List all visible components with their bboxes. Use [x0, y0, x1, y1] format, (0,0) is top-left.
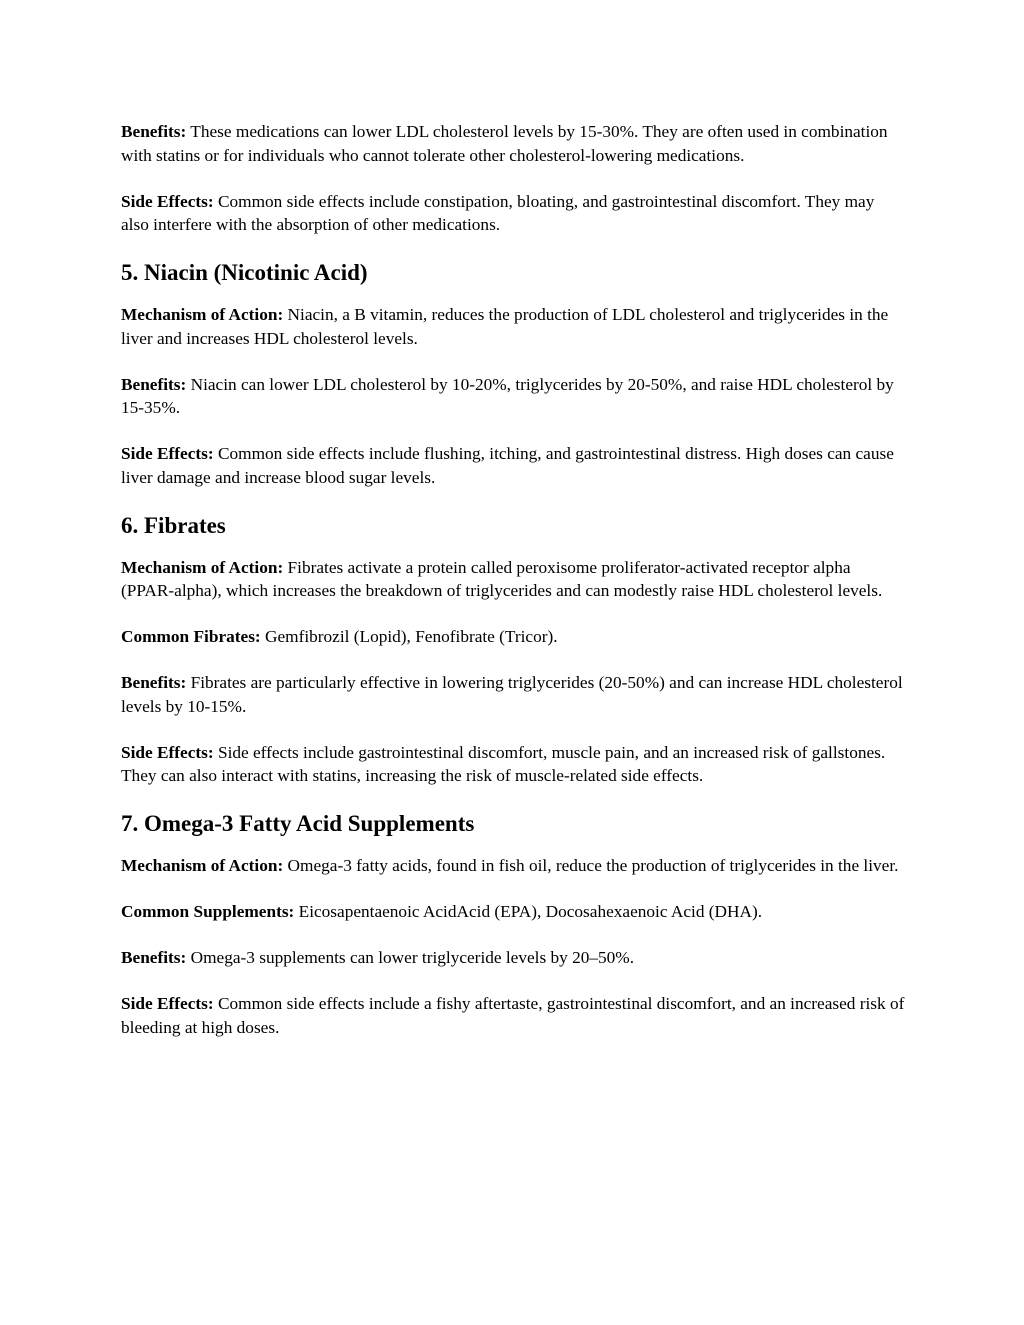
paragraph-lead: Side Effects:	[121, 742, 214, 762]
benefits-paragraph-fibrates	[121, 671, 906, 718]
benefits-paragraph-omega-3	[121, 946, 906, 970]
paragraph-lead: Benefits:	[121, 374, 187, 394]
side-effects-paragraph-bile-acid	[121, 190, 906, 237]
common-fibrates-paragraph	[121, 625, 906, 649]
paragraph-lead: Side Effects:	[121, 994, 214, 1013]
mechanism-paragraph-fibrates	[121, 556, 906, 603]
benefits-paragraph-bile-acid	[121, 120, 906, 167]
paragraph-lead: Common Fibrates:	[121, 627, 261, 646]
mechanism-paragraph-niacin	[121, 303, 906, 350]
side-effects-paragraph-omega-3	[121, 992, 906, 1039]
paragraph-text: Niacin can lower LDL cholesterol by 10-20%, triglycerides by 20-50%, and raise HDL cholesterol by 15-35%.	[121, 374, 894, 417]
paragraph-lead: Mechanism of Action:	[121, 856, 284, 875]
paragraph-lead: Side Effects:	[121, 191, 214, 211]
paragraph-text: Fibrates are particularly effective in lowering triglycerides (20-50%) and can increase HDL cholesterol levels by 10-15%.	[121, 673, 903, 716]
paragraph-text: Omega-3 fatty acids, found in fish oil, reduce the production of triglycerides in the liver.	[283, 856, 899, 875]
document-body	[121, 120, 906, 1062]
paragraph-text: Gemfibrozil (Lopid), Fenofibrate (Tricor).	[260, 627, 558, 646]
paragraph-lead: Side Effects:	[121, 444, 214, 463]
benefits-paragraph-niacin	[121, 373, 906, 420]
paragraph-text: Omega-3 supplements can lower triglyceride levels by 20–50%.	[186, 948, 635, 967]
mechanism-paragraph-omega-3	[121, 854, 906, 878]
paragraph-text: These medications can lower LDL cholesterol levels by 15-30%. They are often used in combination with statins or for individuals who cannot tolerate other cholesterol-lowering medications.	[121, 122, 888, 165]
paragraph-lead: Benefits:	[121, 948, 187, 967]
paragraph-lead: Benefits:	[121, 122, 187, 141]
side-effects-paragraph-niacin	[121, 442, 906, 489]
section-heading-fibrates: 6. Fibrates	[121, 512, 226, 538]
paragraph-lead: Common Supplements:	[121, 902, 295, 921]
paragraph-lead: Mechanism of Action:	[121, 557, 284, 577]
common-supplements-paragraph	[121, 900, 906, 924]
paragraph-text: Common side effects include flushing, itching, and gastrointestinal distress. High doses can cause liver damage and increase blood sugar levels.	[121, 444, 894, 487]
paragraph-text: Side effects include gastrointestinal discomfort, muscle pain, and an increased risk of gallstones. They can also interact with statins, increasing the risk of muscle-related side effects.	[121, 742, 886, 785]
paragraph-text: Niacin, a B vitamin, reduces the production of LDL cholesterol and triglycerides in the liver and increases HDL cholesterol levels.	[121, 305, 889, 348]
paragraph-text: Fibrates activate a protein called peroxisome proliferator-activated receptor alpha (PPAR-alpha), which increases the breakdown of triglycerides and can modestly raise HDL cholesterol levels.	[121, 557, 883, 600]
paragraph-lead: Benefits:	[121, 673, 187, 692]
paragraph-text: Common side effects include constipation, bloating, and gastrointestinal discomfort. They may also interfere with the absorption of other medications.	[121, 191, 875, 234]
paragraph-lead: Mechanism of Action:	[121, 305, 284, 324]
side-effects-paragraph-fibrates	[121, 741, 906, 788]
section-heading-niacin: 5. Niacin (Nicotinic Acid)	[121, 260, 368, 285]
paragraph-text: Eicosapentaenoic AcidAcid (EPA), Docosahexaenoic Acid (DHA).	[294, 902, 763, 921]
section-heading-omega-3: 7. Omega-3 Fatty Acid Supplements	[121, 811, 475, 836]
paragraph-text: Common side effects include a fishy aftertaste, gastrointestinal discomfort, and an increased risk of bleeding at high doses.	[121, 994, 905, 1037]
